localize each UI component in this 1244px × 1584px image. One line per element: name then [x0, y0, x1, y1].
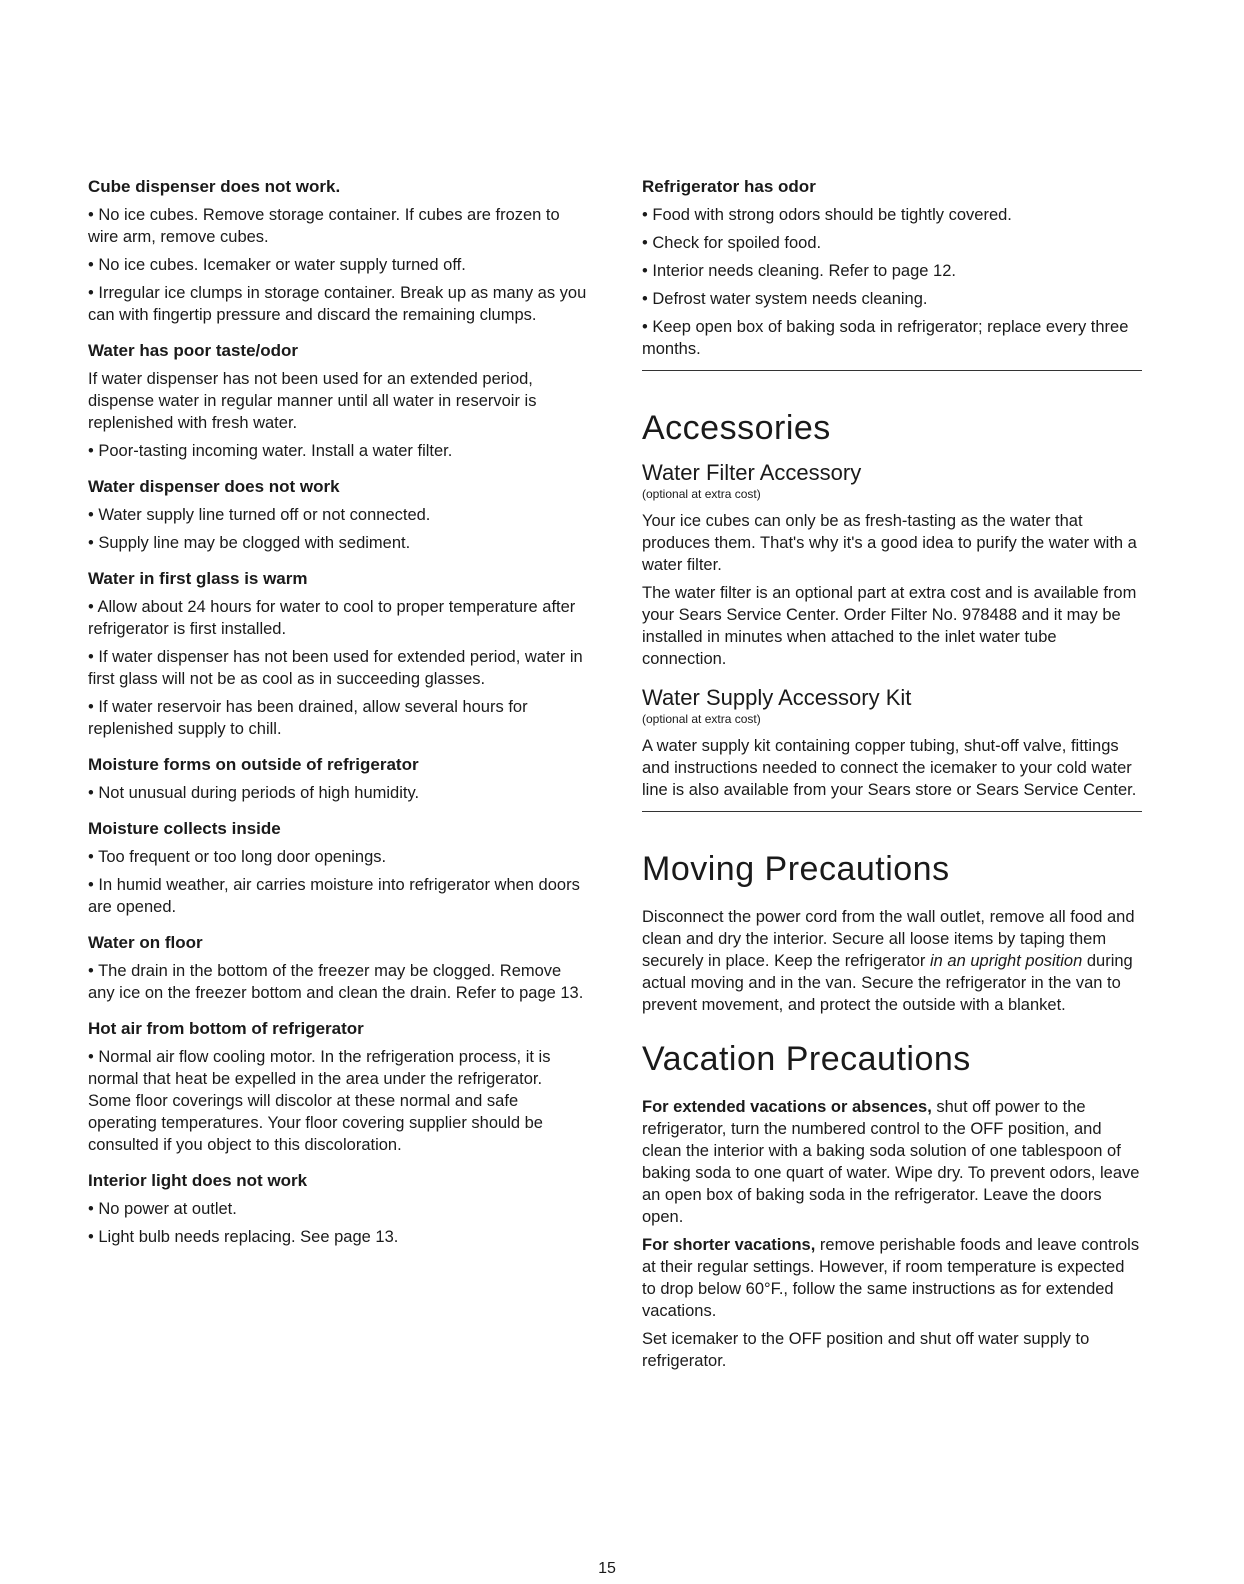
list-item: • Allow about 24 hours for water to cool to proper temperature after refrigerator is first installed.	[88, 598, 576, 638]
moving-section	[642, 848, 1142, 1016]
list-item: • Not unusual during periods of high humidity.	[88, 784, 420, 802]
list-item: • Normal air flow cooling motor. In the refrigeration process, it is normal that heat be expelled in the area under the refrigerator. Some floor coverings will discolor at these normal and safe operating temperatures. Your floor covering supplier should be consulted if you object to this discoloration.	[88, 1048, 551, 1154]
list-item: • No ice cubes. Icemaker or water supply turned off.	[88, 256, 466, 274]
section-water-floor	[88, 932, 588, 1004]
paragraph: Your ice cubes can only be as fresh-tasting as the water that produces them. That's why it's a good idea to purify the water with a water filter.	[642, 512, 1137, 574]
paragraph: A water supply kit containing copper tubing, shut-off valve, fittings and instructions needed to connect the icemaker to your cold water line is also available from your Sears store or Sears Service Center.	[642, 737, 1137, 799]
section-heading: Refrigerator has odor	[642, 177, 816, 196]
supply-kit-note: (optional at extra cost)	[642, 712, 761, 726]
section-heading: Water has poor taste/odor	[88, 341, 299, 360]
paragraph: For extended vacations or absences, shut off power to the refrigerator, turn the numbered control to the OFF position, and clean the interior with a baking soda solution of one tablespoon of baking soda to one quart of water. Wipe dry. To prevent odors, leave an open box of baking soda in the refrigerator. Leave the doors open.	[642, 1098, 1140, 1226]
vacation-section	[642, 1038, 1142, 1372]
supply-kit-title: Water Supply Accessory Kit	[642, 685, 912, 710]
list-item: • Interior needs cleaning. Refer to page 12.	[642, 262, 956, 280]
section-heading: Interior light does not work	[88, 1171, 308, 1190]
section-moisture-outside	[88, 754, 588, 804]
section-heading: Water on floor	[88, 933, 203, 952]
list-item: • In humid weather, air carries moisture into refrigerator when doors are opened.	[88, 876, 580, 916]
section-heading: Cube dispenser does not work.	[88, 177, 341, 196]
water-filter-title: Water Filter Accessory	[642, 460, 862, 485]
paragraph: Set icemaker to the OFF position and shut off water supply to refrigerator.	[642, 1330, 1090, 1370]
divider	[642, 370, 1142, 371]
section-cube-dispenser	[88, 176, 588, 326]
list-item: • Light bulb needs replacing. See page 13.	[88, 1228, 399, 1246]
vacation-title: Vacation Precautions	[642, 1040, 971, 1078]
list-item: • Poor-tasting incoming water. Install a water filter.	[88, 442, 453, 460]
section-interior-light	[88, 1170, 588, 1248]
list-item: • Supply line may be clogged with sediment.	[88, 534, 411, 552]
section-heading: Hot air from bottom of refrigerator	[88, 1019, 364, 1038]
list-item: • Keep open box of baking soda in refrigerator; replace every three months.	[642, 318, 1129, 358]
section-first-glass	[88, 568, 588, 740]
accessories-section	[642, 407, 1142, 801]
paragraph: Disconnect the power cord from the wall outlet, remove all food and clean and dry the interior. Secure all loose items by taping them securely in place. Keep the refrigerator in an upright position during actual moving and in the van. Secure the refrigerator in the van to prevent movement, and protect the outside with a blanket.	[642, 908, 1135, 1014]
list-item: • If water reservoir has been drained, allow several hours for replenished supply to chill.	[88, 698, 528, 738]
list-item: • Food with strong odors should be tightly covered.	[642, 206, 1012, 224]
list-item: • Check for spoiled food.	[642, 234, 822, 252]
section-heading: Water in first glass is warm	[88, 569, 308, 588]
section-odor	[642, 176, 1142, 360]
list-item: If water dispenser has not been used for an extended period, dispense water in regular manner until all water in reservoir is replenished with fresh water.	[88, 370, 537, 432]
list-item: • No power at outlet.	[88, 1200, 237, 1218]
section-hot-air	[88, 1018, 588, 1156]
paragraph: For shorter vacations, remove perishable foods and leave controls at their regular settings. However, if room temperature is expected to drop below 60°F., follow the same instructions as for extended vacations.	[642, 1236, 1140, 1320]
divider	[642, 811, 1142, 812]
moving-title: Moving Precautions	[642, 850, 950, 888]
section-heading: Moisture collects inside	[88, 819, 281, 838]
section-water-taste	[88, 340, 588, 462]
list-item: • No ice cubes. Remove storage container. If cubes are frozen to wire arm, remove cubes.	[88, 206, 560, 246]
info-column	[642, 176, 1142, 1378]
list-item: • The drain in the bottom of the freezer may be clogged. Remove any ice on the freezer bottom and clean the drain. Refer to page 13.	[88, 962, 584, 1002]
list-item: • Too frequent or too long door openings.	[88, 848, 387, 866]
section-water-dispenser	[88, 476, 588, 554]
accessories-title: Accessories	[642, 409, 831, 447]
section-heading: Moisture forms on outside of refrigerator	[88, 755, 419, 774]
troubleshooting-column	[88, 176, 588, 1262]
section-moisture-inside	[88, 818, 588, 918]
list-item: • Water supply line turned off or not connected.	[88, 506, 431, 524]
page-number: 15	[598, 1560, 616, 1577]
water-filter-note: (optional at extra cost)	[642, 487, 761, 501]
list-item: • If water dispenser has not been used for extended period, water in first glass will not be as cool as in succeeding glasses.	[88, 648, 583, 688]
list-item: • Defrost water system needs cleaning.	[642, 290, 928, 308]
paragraph: The water filter is an optional part at extra cost and is available from your Sears Service Center. Order Filter No. 978488 and it may be installed in minutes when attached to the inlet water tube connection.	[642, 584, 1137, 668]
section-heading: Water dispenser does not work	[88, 477, 340, 496]
list-item: • Irregular ice clumps in storage container. Break up as many as you can with fingertip pressure and discard the remaining clumps.	[88, 284, 587, 324]
